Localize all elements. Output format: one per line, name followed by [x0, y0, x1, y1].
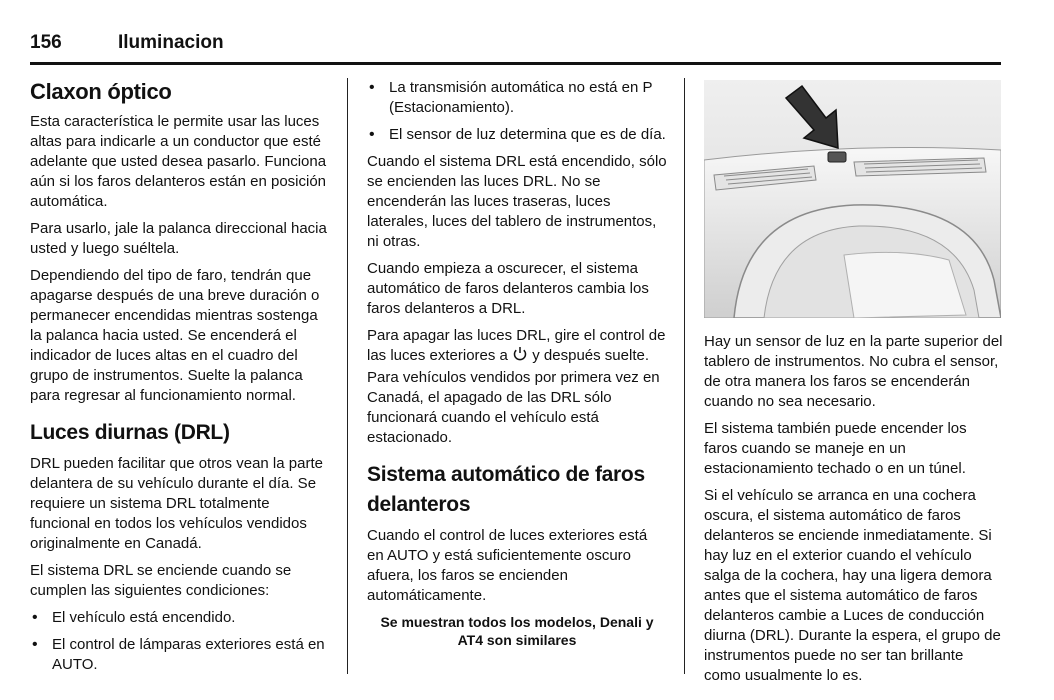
paragraph-text: y después suelte. Para vehículos vendidos por primera vez en Canadá, el apagado de las DRL sólo funcionará cuando el vehículo está estacionado.	[367, 347, 660, 446]
paragraph: DRL pueden facilitar que otros vean la parte delantera de su vehículo durante el día. Se requiere un sistema DRL totalmente funcional en todos los vehículos vendidos originalmente en Canadá.	[30, 455, 323, 552]
column-middle	[367, 78, 667, 649]
column-divider	[684, 78, 685, 674]
list-item: • El vehículo está encendido.	[30, 608, 330, 628]
paragraph: Dependiendo del tipo de faro, tendrán que apagarse después de una breve duración o permanecer encendidas mientras sostenga la palanca hacia usted. Se encenderá el indicador de luces altas en el cuadro del grupo de instrumentos. Suelte la palanca para regresar al funcionamiento normal.	[30, 267, 320, 404]
paragraph: Esta característica le permite usar las luces altas para indicarle a un conductor que esté adelante que usted desea pasarlo. Funciona aún si los faros delanteros están en posición automática.	[30, 113, 327, 210]
paragraph: Si el vehículo se arranca en una cochera oscura, el sistema automático de faros delanteros se enciende inmediatamente. Si hay luz en el exterior cuando el vehículo salga de la cochera, hay una ligera demora antes que el sistema automático de faros delanteros cambie a Luces de conducción diurna (DRL). Durante la espera, el grupo de instrumentos puede no ser tan brillante como usualmente lo es.	[704, 487, 1001, 684]
list-item: • El control de lámparas exteriores está en AUTO.	[30, 635, 330, 675]
paragraph: Cuando el control de luces exteriores está en AUTO y está suficientemente oscuro afuera, los faros se encienden automáticamente.	[367, 527, 648, 604]
paragraph: Cuando el sistema DRL está encendido, sólo se encienden las luces DRL. No se encenderán las luces traseras, luces laterales, luces del tablero de instrumentos, ni otras.	[367, 153, 667, 250]
paragraph: El sistema también puede encender los faros cuando se maneje en un estacionamiento techado o en un túnel.	[704, 420, 967, 477]
chapter-title: Iluminacion	[118, 32, 224, 53]
list-item: • La transmisión automática no está en P (Estacionamiento).	[367, 78, 667, 118]
dashboard-light-sensor-figure	[704, 80, 1001, 318]
column-left	[30, 78, 330, 682]
column-divider	[347, 78, 348, 674]
figure-caption: Se muestran todos los modelos, Denali y AT4 son similares	[380, 614, 654, 648]
page-header	[30, 30, 1001, 65]
paragraph	[367, 326, 667, 448]
conditions-list-continued	[367, 78, 667, 145]
list-item: • El sensor de luz determina que es de día.	[367, 125, 667, 145]
column-right	[704, 78, 1004, 693]
paragraph: Cuando empieza a oscurecer, el sistema automático de faros delanteros cambia los faros delanteros a DRL.	[367, 260, 649, 317]
section-heading-auto-headlamps: Sistema automático de faros delanteros	[367, 463, 645, 516]
paragraph: El sistema DRL se enciende cuando se cumplen las siguientes condiciones:	[30, 562, 292, 599]
page-number: 156	[30, 32, 62, 53]
conditions-list	[30, 608, 330, 675]
paragraph: Para usarlo, jale la palanca direccional hacia usted y luego suéltela.	[30, 220, 327, 257]
power-symbol-icon	[512, 346, 528, 368]
section-heading-claxon: Claxon óptico	[30, 79, 172, 104]
section-heading-drl: Luces diurnas (DRL)	[30, 421, 230, 444]
paragraph-text: Para apagar las luces DRL, gire el control de las luces exteriores a	[367, 327, 666, 364]
paragraph: Hay un sensor de luz en la parte superior del tablero de instrumentos. No cubra el sensor, de otra manera los faros se encenderán cuando no sea necesario.	[704, 333, 1003, 410]
